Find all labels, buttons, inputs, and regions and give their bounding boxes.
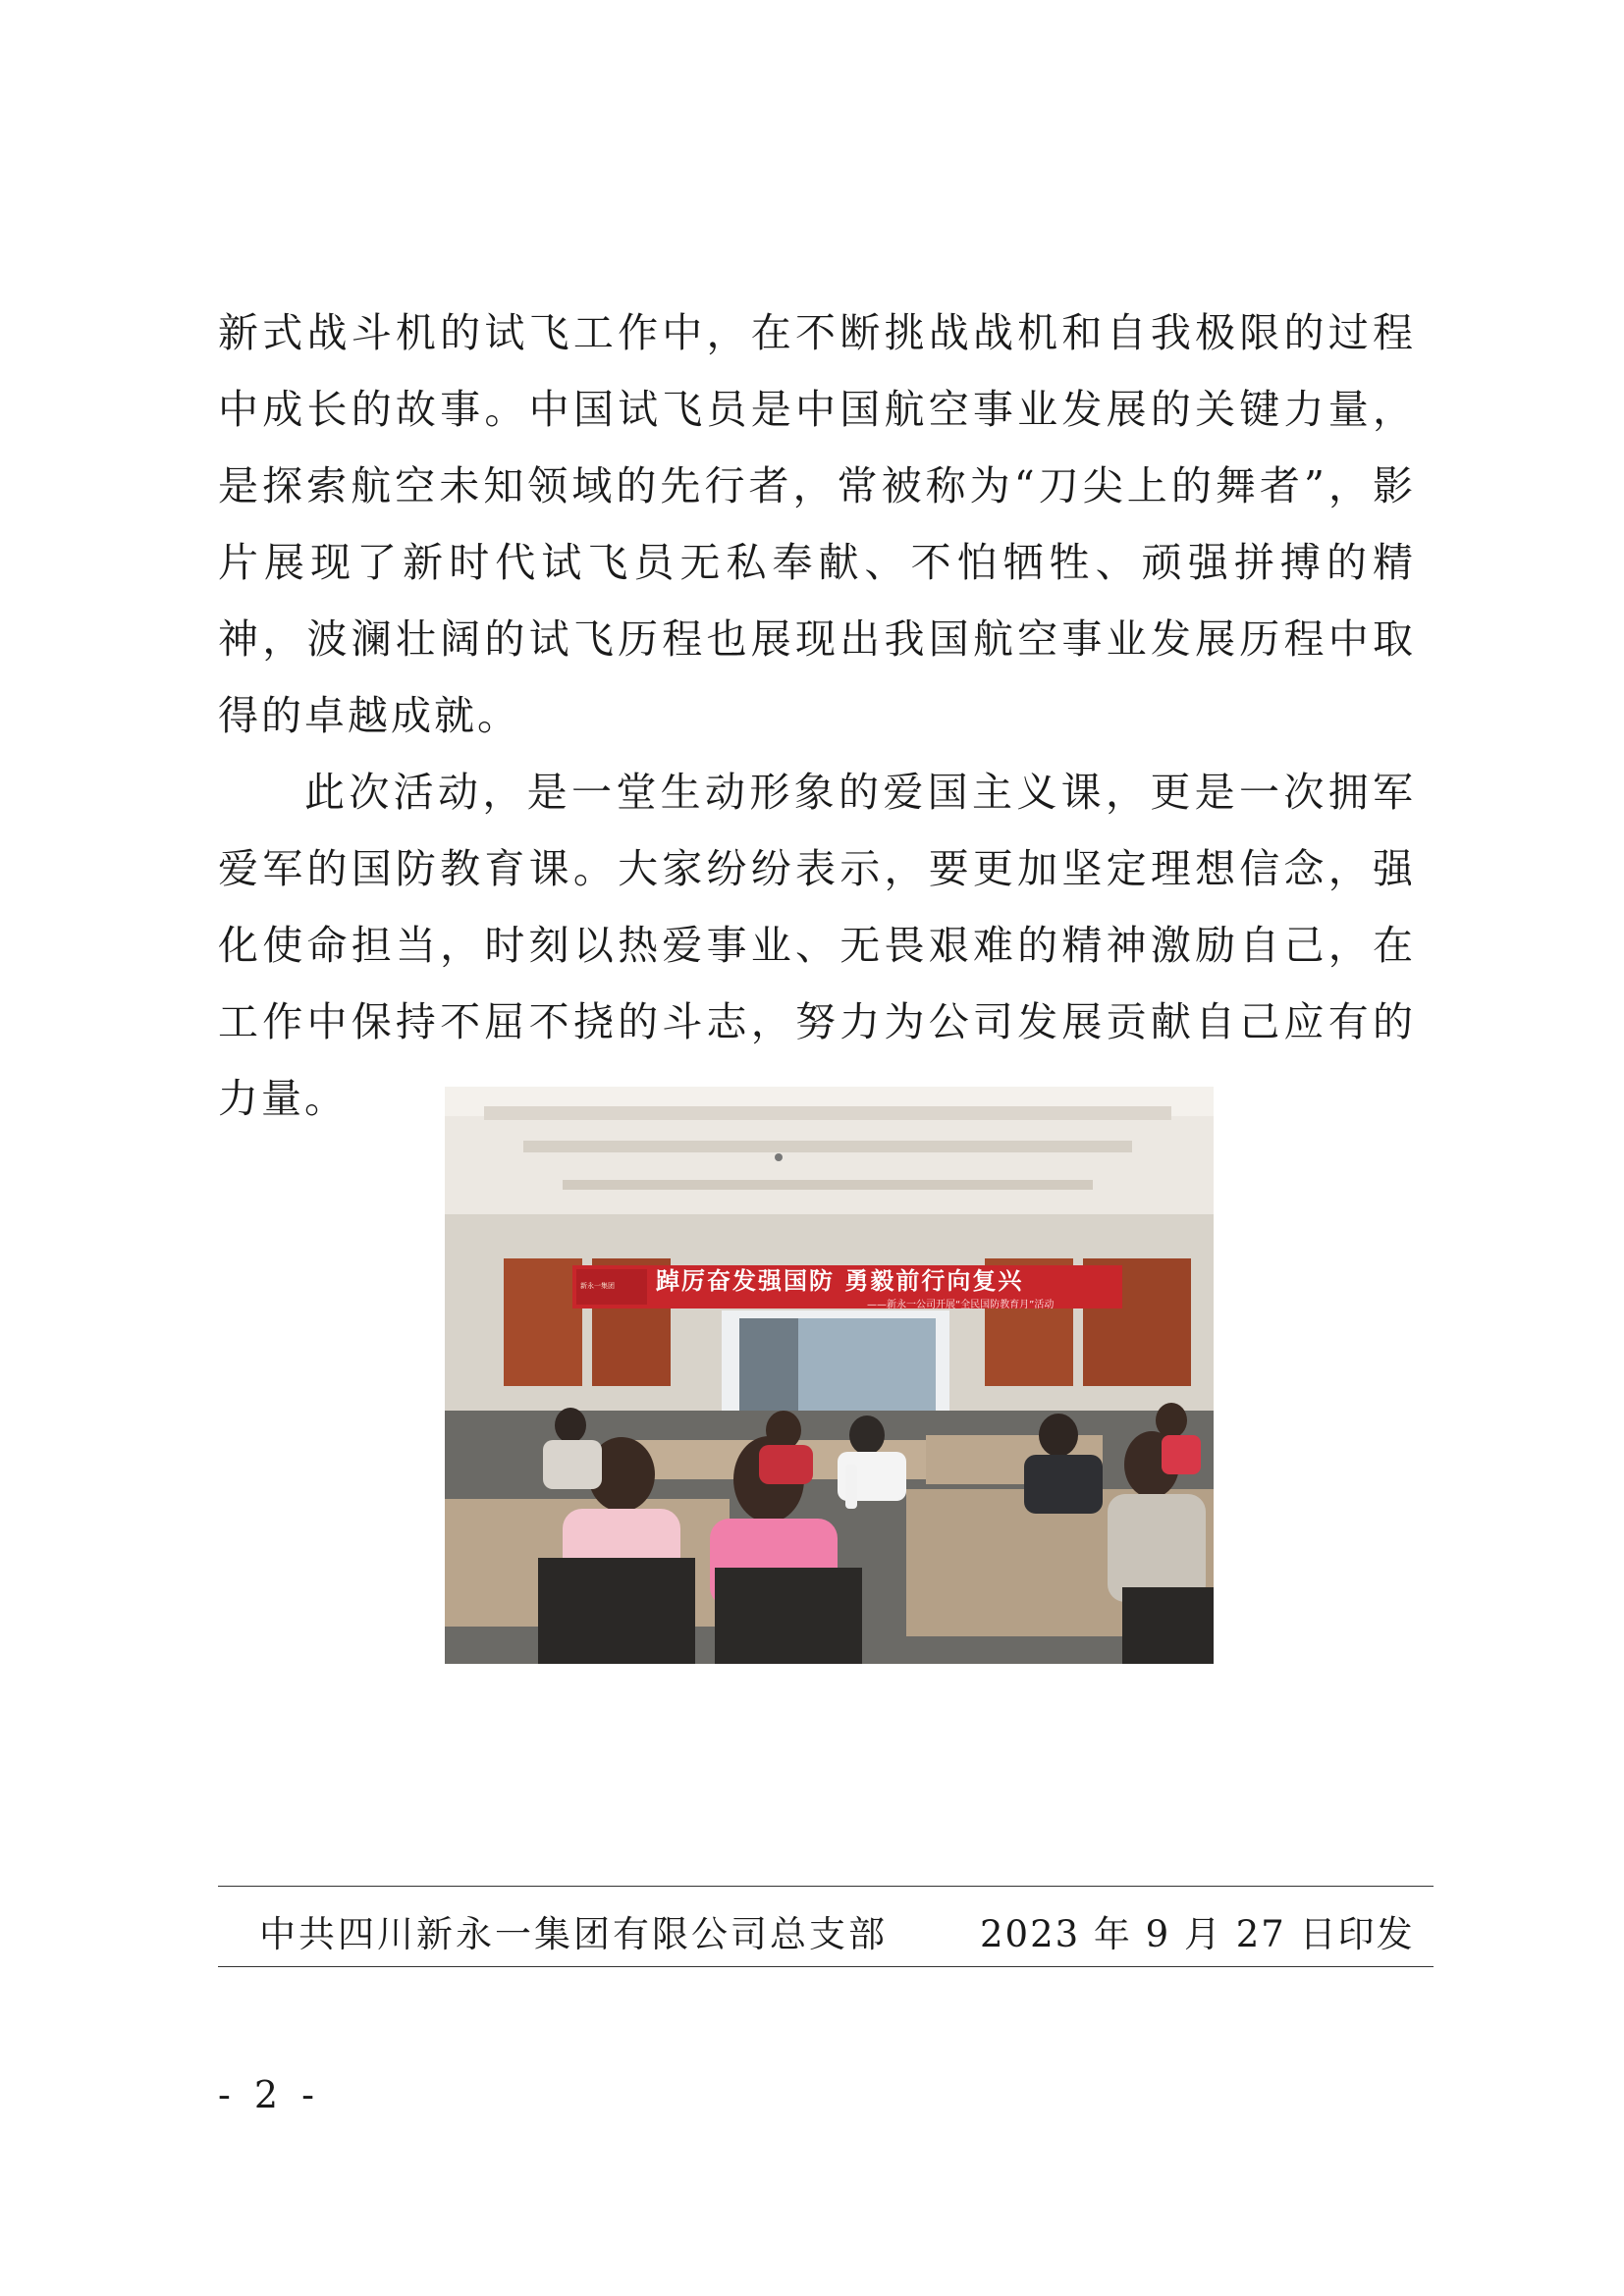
event-photo (445, 1087, 1214, 1664)
banner-subtitle: ——新永一公司开展“全民国防教育月”活动 (867, 1300, 1055, 1310)
footer-rule-bottom (218, 1966, 1434, 1967)
page-number: - 2 - (218, 2073, 321, 2116)
paragraph-1: 新式战斗机的试飞工作中，在不断挑战战机和自我极限的过程中成长的故事。中国试飞员是中国航空事业发展的关键力量，是探索航空未知领域的先行者，常被称为“刀尖上的舞者”，影片展现了新时代试飞员无私奉献、不怕牺牲、顽强拼搏的精神，波澜壮阔的试飞历程也展现出我国航空事业发展历程中取得的卓越成就。 (218, 309, 1416, 739)
banner-logo-text: 新永一集团 (580, 1282, 615, 1290)
issue-date: 2023 年 9 月 27 日印发 (980, 1913, 1415, 1955)
banner-title: 踔厉奋发强国防 勇毅前行向复兴 (656, 1267, 1024, 1295)
photo-illustration (445, 1087, 1214, 1664)
paragraph-2: 此次活动，是一堂生动形象的爱国主义课，更是一次拥军爱军的国防教育课。大家纷纷表示，要更加坚定理想信念，强化使命担当，时刻以热爱事业、无畏艰难的精神激励自己，在工作中保持不屈不挠的斗志，努力为公司发展贡献自己应有的力量。 (218, 769, 1416, 1122)
footer-rule-top (218, 1886, 1434, 1887)
body-text (218, 294, 1416, 1137)
issuer: 中共四川新永一集团有限公司总支部 (259, 1913, 888, 1955)
